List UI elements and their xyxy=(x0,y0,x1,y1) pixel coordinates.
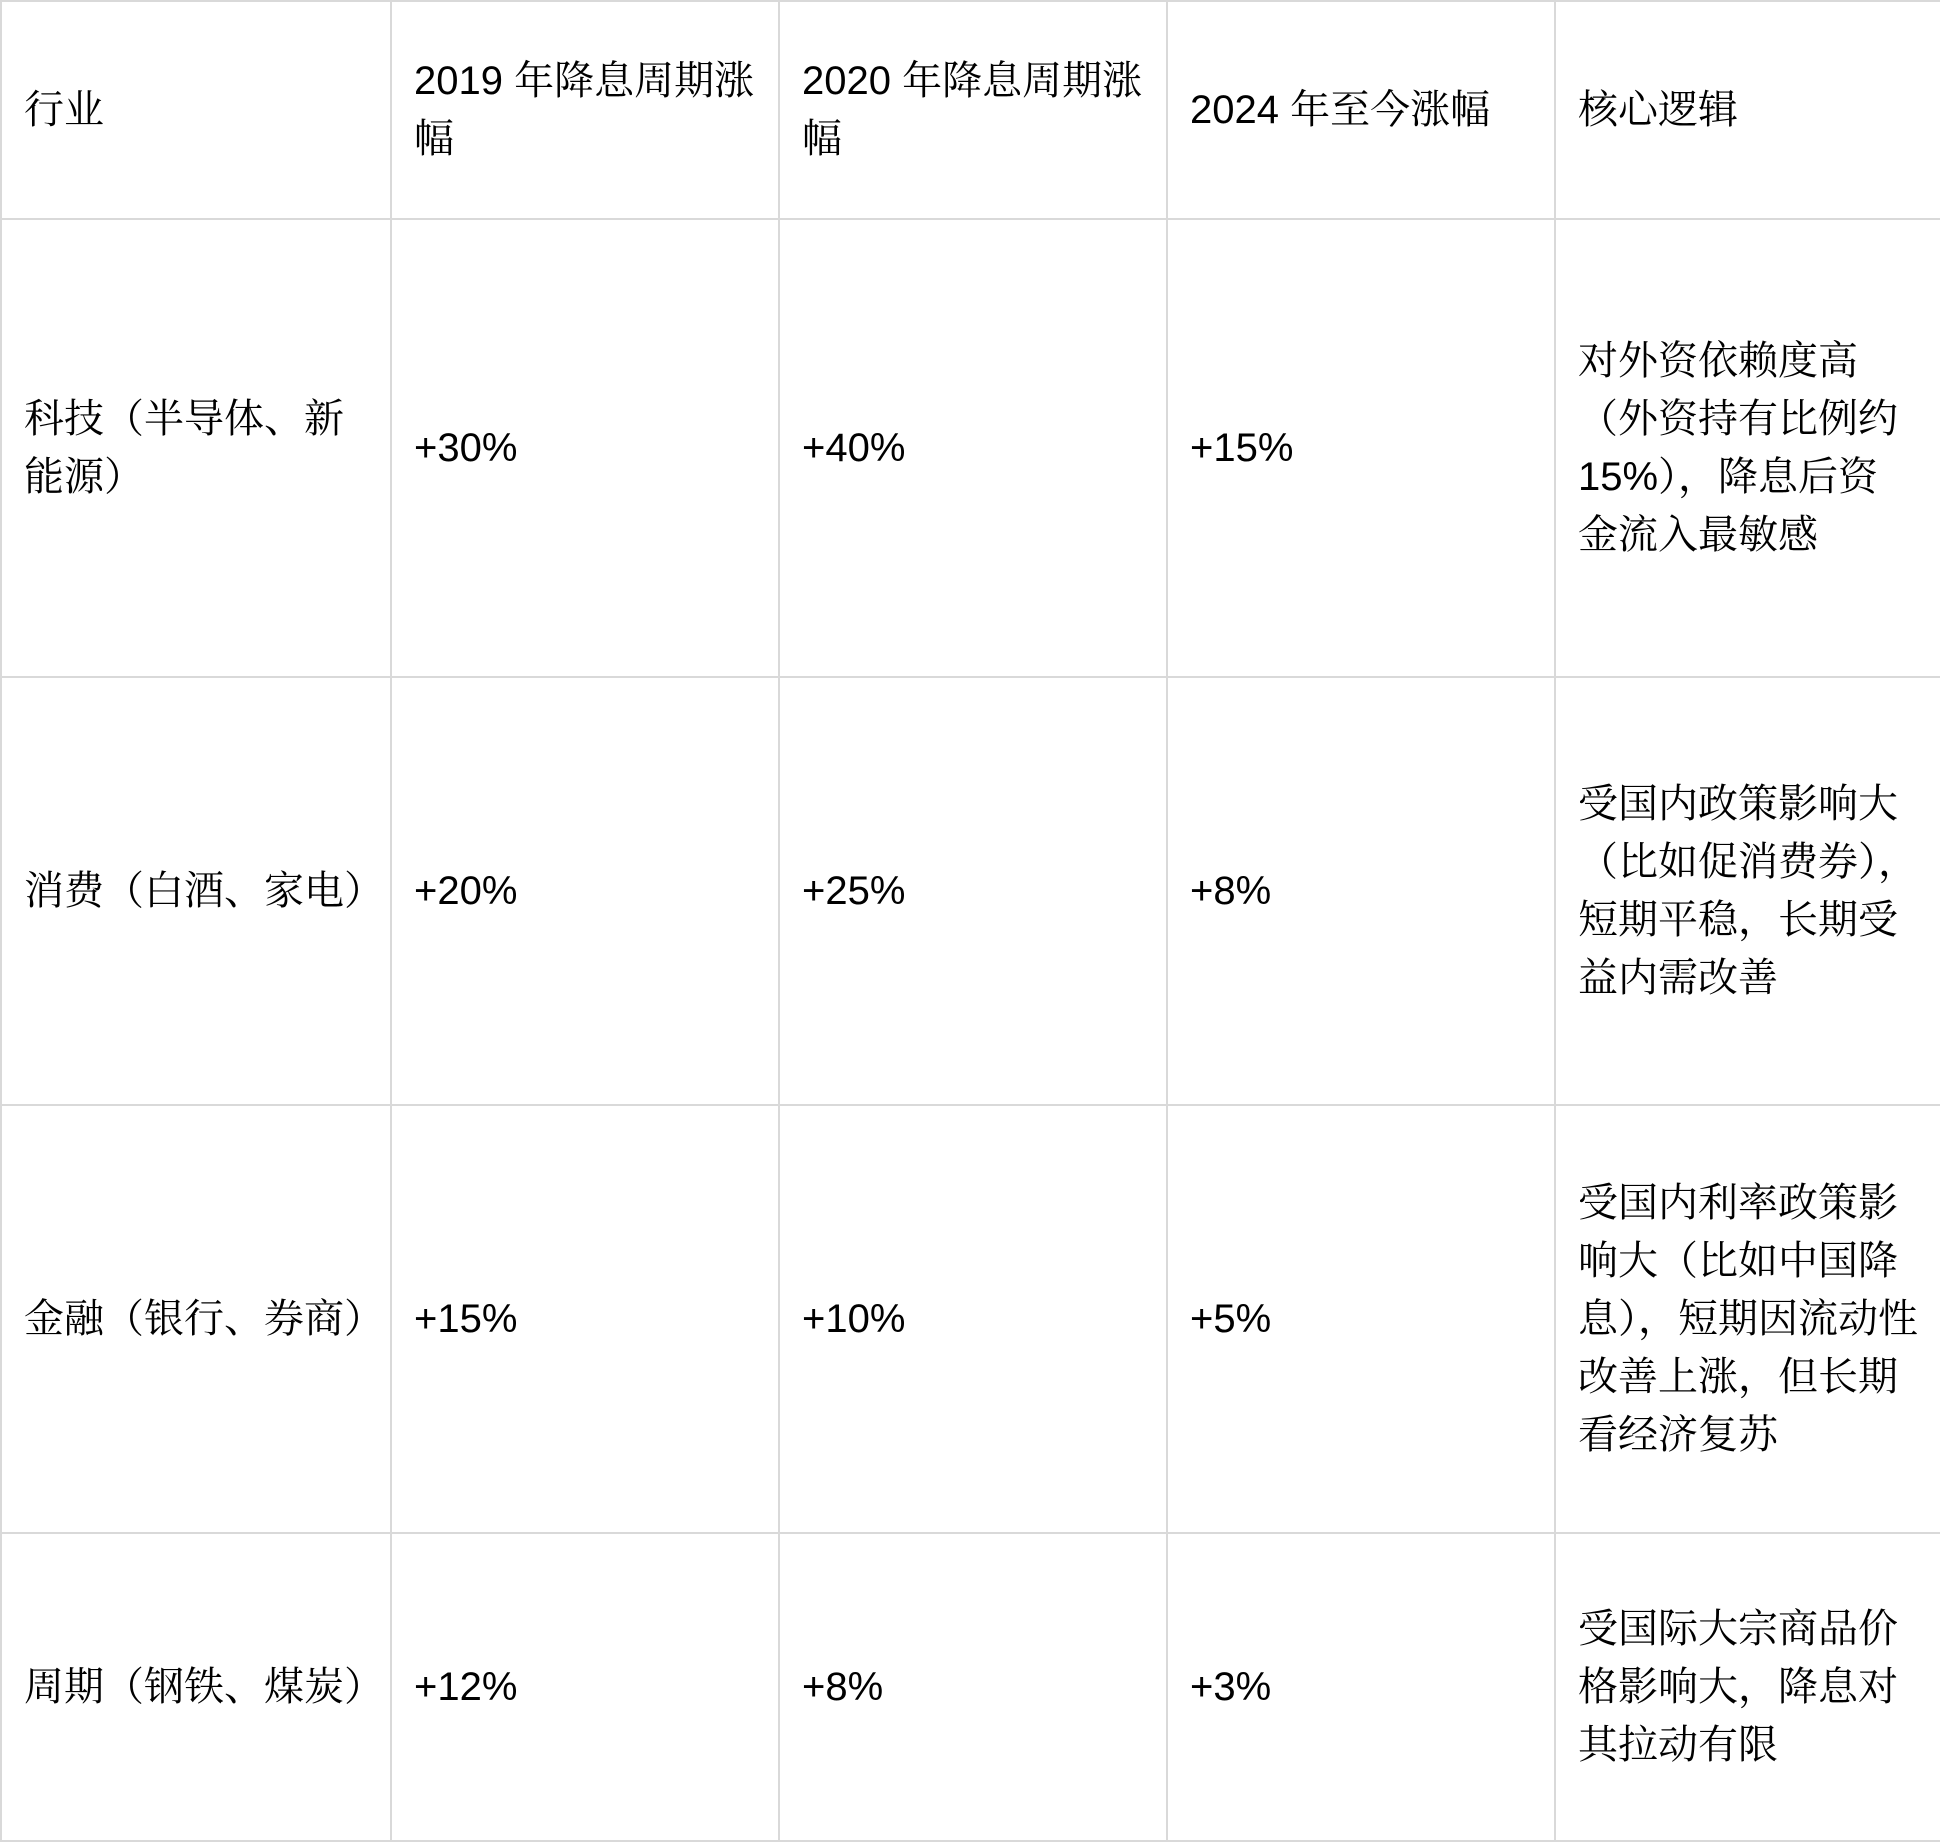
column-header-2019-gain: 2019 年降息周期涨幅 xyxy=(391,1,779,219)
cell-2024-gain: +5% xyxy=(1167,1105,1555,1533)
cell-core-logic: 受国内政策影响大（比如促消费券），短期平稳，长期受益内需改善 xyxy=(1555,677,1940,1105)
column-header-industry: 行业 xyxy=(1,1,391,219)
cell-2020-gain: +8% xyxy=(779,1533,1167,1841)
cell-2024-gain: +3% xyxy=(1167,1533,1555,1841)
column-header-2020-gain: 2020 年降息周期涨幅 xyxy=(779,1,1167,219)
table-row xyxy=(1,1105,1940,1533)
cell-2019-gain: +12% xyxy=(391,1533,779,1841)
cell-core-logic: 受国内利率政策影响大（比如中国降息），短期因流动性改善上涨，但长期看经济复苏 xyxy=(1555,1105,1940,1533)
table-row xyxy=(1,219,1940,677)
column-header-2024-gain: 2024 年至今涨幅 xyxy=(1167,1,1555,219)
table-row xyxy=(1,1533,1940,1841)
cell-2020-gain: +25% xyxy=(779,677,1167,1105)
cell-2019-gain: +30% xyxy=(391,219,779,677)
cell-industry: 科技（半导体、新能源） xyxy=(1,219,391,677)
table-header xyxy=(1,1,1940,219)
table-row xyxy=(1,677,1940,1105)
cell-2019-gain: +15% xyxy=(391,1105,779,1533)
cell-industry: 金融（银行、券商） xyxy=(1,1105,391,1533)
cell-2024-gain: +8% xyxy=(1167,677,1555,1105)
cell-2020-gain: +40% xyxy=(779,219,1167,677)
table-header-row xyxy=(1,1,1940,219)
cell-2019-gain: +20% xyxy=(391,677,779,1105)
cell-industry: 消费（白酒、家电） xyxy=(1,677,391,1105)
cell-industry: 周期（钢铁、煤炭） xyxy=(1,1533,391,1841)
cell-core-logic: 受国际大宗商品价格影响大，降息对其拉动有限 xyxy=(1555,1533,1940,1841)
cell-2020-gain: +10% xyxy=(779,1105,1167,1533)
cell-core-logic: 对外资依赖度高（外资持有比例约 15%），降息后资金流入最敏感 xyxy=(1555,219,1940,677)
table-body xyxy=(1,219,1940,1841)
cell-2024-gain: +15% xyxy=(1167,219,1555,677)
column-header-core-logic: 核心逻辑 xyxy=(1555,1,1940,219)
